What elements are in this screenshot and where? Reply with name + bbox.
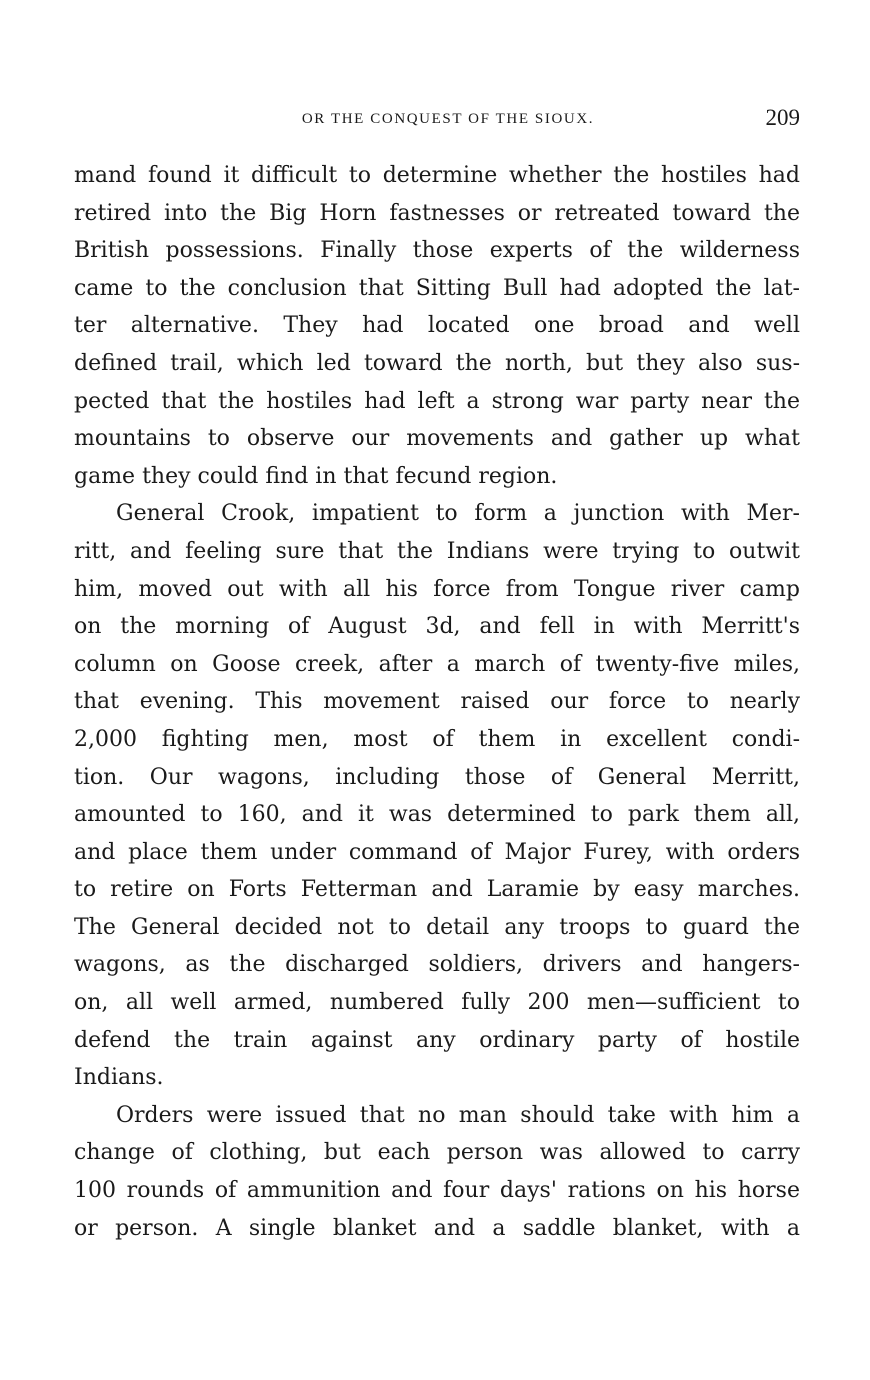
text-line: tion. Our wagons, including those of General Merritt, — [74, 764, 800, 790]
text-line: him, moved out with all his force from Tongue river camp — [74, 576, 800, 602]
text-line: Orders were issued that no man should take with him a — [116, 1102, 800, 1128]
text-line: defined trail, which led toward the north, but they also sus- — [74, 350, 800, 376]
text-line: mand found it difficult to determine whether the hostiles had — [74, 163, 800, 188]
text-line: on the morning of August 3d, and fell in with Merritt's — [74, 614, 800, 640]
text-line: amounted to 160, and it was determined to park them all, — [74, 802, 800, 828]
text-line: to retire on Forts Fetterman and Laramie by easy marches. — [74, 877, 800, 903]
paragraph-2 — [74, 495, 800, 1097]
text-line: game they could find in that fecund region. — [74, 463, 558, 489]
paragraph-1 — [74, 157, 800, 495]
text-line: wagons, as the discharged soldiers, drivers and hangers- — [74, 952, 800, 978]
text-line: or person. A single blanket and a saddle blanket, with a — [74, 1215, 800, 1241]
text-line: pected that the hostiles had left a strong war party near the — [74, 388, 800, 414]
text-line: defend the train against any ordinary party of hostile — [74, 1027, 800, 1053]
text-line: Indians. — [74, 1065, 164, 1091]
text-line: 2,000 fighting men, most of them in excellent condi- — [74, 726, 800, 752]
text-line: The General decided not to detail any troops to guard the — [74, 914, 800, 940]
paragraph-3 — [74, 1097, 800, 1247]
text-line: change of clothing, but each person was allowed to carry — [74, 1140, 800, 1166]
text-line: and place them under command of Major Furey, with orders — [74, 839, 800, 865]
text-line: ritt, and feeling sure that the Indians were trying to outwit — [74, 538, 800, 564]
running-title: OR THE CONQUEST OF THE SIOUX. — [301, 111, 595, 127]
text-line: came to the conclusion that Sitting Bull had adopted the lat- — [74, 275, 800, 301]
page-number: 209 — [765, 105, 800, 130]
text-line: on, all well armed, numbered fully 200 men—sufficient to — [74, 990, 800, 1016]
text-line: ter alternative. They had located one broad and well — [74, 313, 800, 339]
text-line: that evening. This movement raised our force to nearly — [74, 689, 800, 715]
text-line: General Crook, impatient to form a junction with Mer- — [116, 501, 800, 527]
text-line: British possessions. Finally those experts of the wilderness — [74, 238, 800, 264]
text-line: retired into the Big Horn fastnesses or retreated toward the — [74, 200, 800, 226]
body-text — [74, 157, 800, 1247]
text-line: column on Goose creek, after a march of twenty-five miles, — [74, 651, 800, 677]
text-line: mountains to observe our movements and gather up what — [74, 426, 800, 452]
running-header — [74, 105, 800, 139]
text-line: 100 rounds of ammunition and four days' rations on his horse — [74, 1178, 800, 1204]
